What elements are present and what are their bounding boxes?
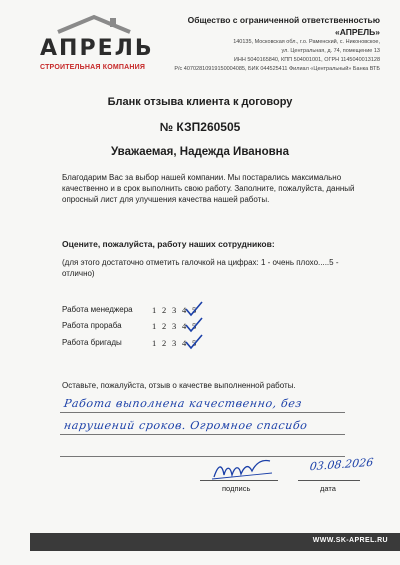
signature-line xyxy=(200,480,278,481)
form-title: Бланк отзыва клиента к договору xyxy=(107,96,293,108)
rating-label: Работа бригады xyxy=(62,338,122,347)
score-4[interactable]: 4 xyxy=(182,321,187,331)
client-greeting: Уважаемая, Надежда Ивановна xyxy=(110,146,290,158)
comment-line xyxy=(60,434,345,435)
company-details xyxy=(150,14,380,74)
company-ids: ИНН 5040165840, КПП 504001001, ОГРН 1145040013128 xyxy=(233,57,380,63)
rating-instruction: (для этого достаточно отметить галочкой на цифрах: 1 - очень плохо.....5 - отлично) xyxy=(62,258,339,278)
date-caption: дата xyxy=(320,484,336,493)
handwritten-date[interactable]: 03.08.2026 xyxy=(308,455,374,474)
score-1[interactable]: 1 xyxy=(152,338,157,348)
contract-number: № КЗП260505 xyxy=(159,120,241,134)
rating-label: Работа прораба xyxy=(62,321,122,330)
score-5[interactable]: 5 xyxy=(192,338,197,348)
score-4[interactable]: 4 xyxy=(182,338,187,348)
score-5[interactable]: 5 xyxy=(192,321,197,331)
footer-bar xyxy=(30,533,400,551)
score-4[interactable]: 4 xyxy=(182,305,187,315)
signature-caption: подпись xyxy=(222,484,251,493)
score-3[interactable]: 3 xyxy=(172,321,177,331)
handwritten-comment-line-2[interactable]: нарушений сроков. Огромное спасибо xyxy=(63,419,309,432)
house-roof-icon xyxy=(54,14,134,34)
score-2[interactable]: 2 xyxy=(162,338,167,348)
score-5[interactable]: 5 xyxy=(192,305,197,315)
logo-name: АПРЕЛЬ xyxy=(40,36,154,61)
company-legal-name: Общество с ограниченной ответственностью «АПРЕЛЬ» xyxy=(187,15,380,37)
intro-text: Благодарим Вас за выбор нашей компании. Мы постарались максимально качественно и в срок выполнить свою работу. Заполните, пожалуйста, данный опросный лист для улучшения качества нашей работы. xyxy=(62,173,355,204)
score-2[interactable]: 2 xyxy=(162,321,167,331)
handwritten-comment-line-1[interactable]: Работа выполнена качественно, без xyxy=(63,397,303,410)
website-link[interactable]: WWW.SK-APREL.RU xyxy=(312,537,388,544)
score-1[interactable]: 1 xyxy=(152,321,157,331)
company-logo xyxy=(18,14,168,74)
checkmark-icon xyxy=(184,316,204,334)
company-bank: Р/с 40702810919150004085, БИК 044525411 Филиал «Центральный» Банка ВТБ xyxy=(174,66,380,72)
rating-heading: Оцените, пожалуйста, работу наших сотрудников: xyxy=(62,239,275,249)
company-address-1: 140135, Московская обл., г.о. Раменский, с. Никоновское, xyxy=(233,39,380,45)
comment-line xyxy=(60,412,345,413)
checkmark-icon xyxy=(184,333,204,351)
score-1[interactable]: 1 xyxy=(152,305,157,315)
score-2[interactable]: 2 xyxy=(162,305,167,315)
score-3[interactable]: 3 xyxy=(172,338,177,348)
comment-line xyxy=(60,456,345,457)
logo-tagline: СТРОИТЕЛЬНАЯ КОМПАНИЯ xyxy=(40,64,146,71)
date-line xyxy=(298,480,360,481)
company-address-2: ул. Центральная, д. 74, помещение 13 xyxy=(281,48,380,54)
score-3[interactable]: 3 xyxy=(172,305,177,315)
rating-label: Работа менеджера xyxy=(62,305,133,314)
comment-prompt: Оставьте, пожалуйста, отзыв о качестве выполненной работы. xyxy=(62,381,296,390)
